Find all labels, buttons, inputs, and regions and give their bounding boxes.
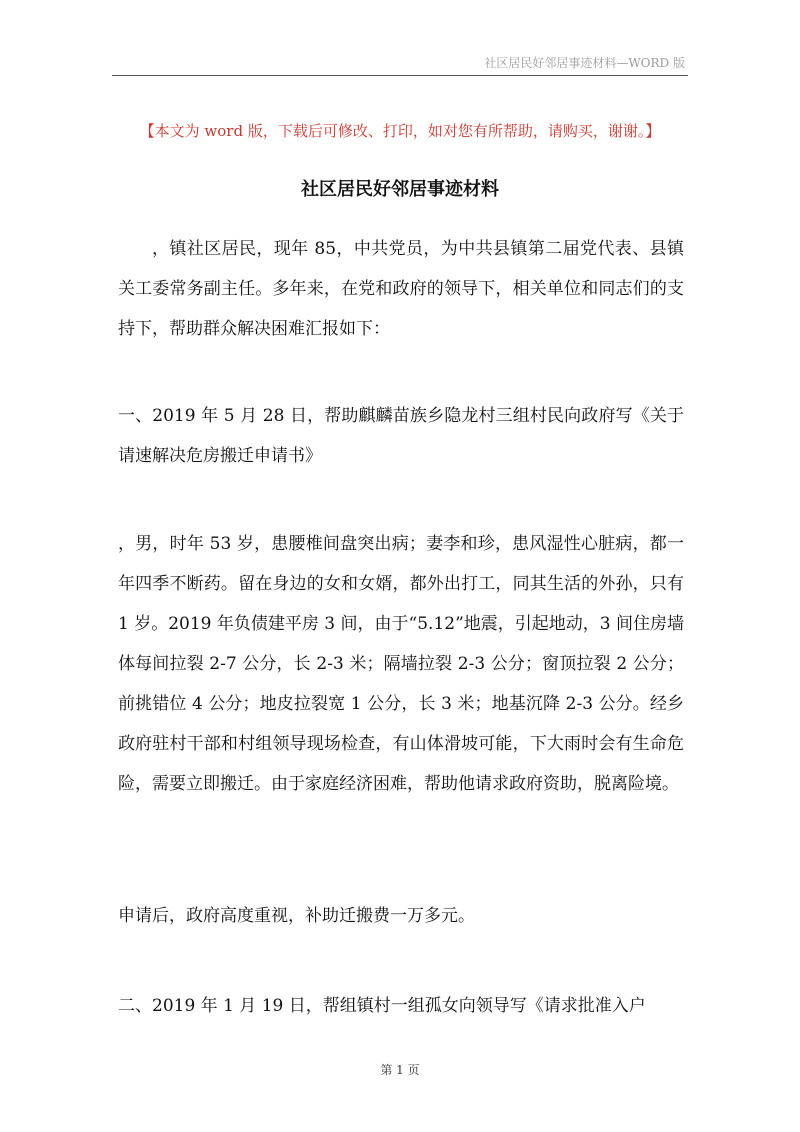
download-notice: 【本文为 word 版，下载后可修改、打印，如对您有所帮助，请购买，谢谢。】 (139, 122, 661, 140)
paragraph-intro: ，镇社区居民，现年 85，中共党员，为中共县镇第二届党代表、县镇关工委常务副主任。多年来，在党和政府的领导下，相关单位和同志们的支持下，帮助群众解决困难汇报如下： (118, 239, 684, 339)
paragraph-section-one-result: 申请后，政府高度重视，补助迁搬费一万多元。 (118, 906, 475, 926)
document-title: 社区居民好邻居事迹材料 (301, 179, 499, 200)
paragraph-section-two-heading: 二、2019 年 1 月 19 日，帮组镇村一组孤女向领导写《请求批准入户 (118, 996, 646, 1016)
running-header: 社区居民好邻居事迹材料—WORD 版 (484, 56, 685, 70)
paragraph-section-one-detail: ，男，时年 53 岁，患腰椎间盘突出病；妻李和珍，患风湿性心脏病，都一年四季不断药。留在身边的女和女婿，都外出打工，同其生活的外孙，只有 1 岁。2019 年负债建平房 3 间，由于“5.12”地震，引起地动，3 间住房墙体每间拉裂 2-7 公分，长 2-3 米；隔墙拉裂 2-3 公分；窗顶拉裂 2 公分；前挑错位 4 公分；地皮拉裂宽 1 公分，长 3 米；地基沉降 2-3 公分。经乡政府驻村干部和村组领导现场检查，有山体滑坡可能，下大雨时会有生命危险，需要立即搬迁。由于家庭经济困难，帮助他请求政府资助，脱离险境。 (118, 534, 684, 794)
page-number: 第 1 页 (380, 1063, 420, 1077)
header-divider (112, 75, 688, 76)
paragraph-section-one-heading: 一、2019 年 5 月 28 日，帮助麒麟苗族乡隐龙村三组村民向政府写《关于请速解决危房搬迁申请书》 (118, 406, 684, 466)
